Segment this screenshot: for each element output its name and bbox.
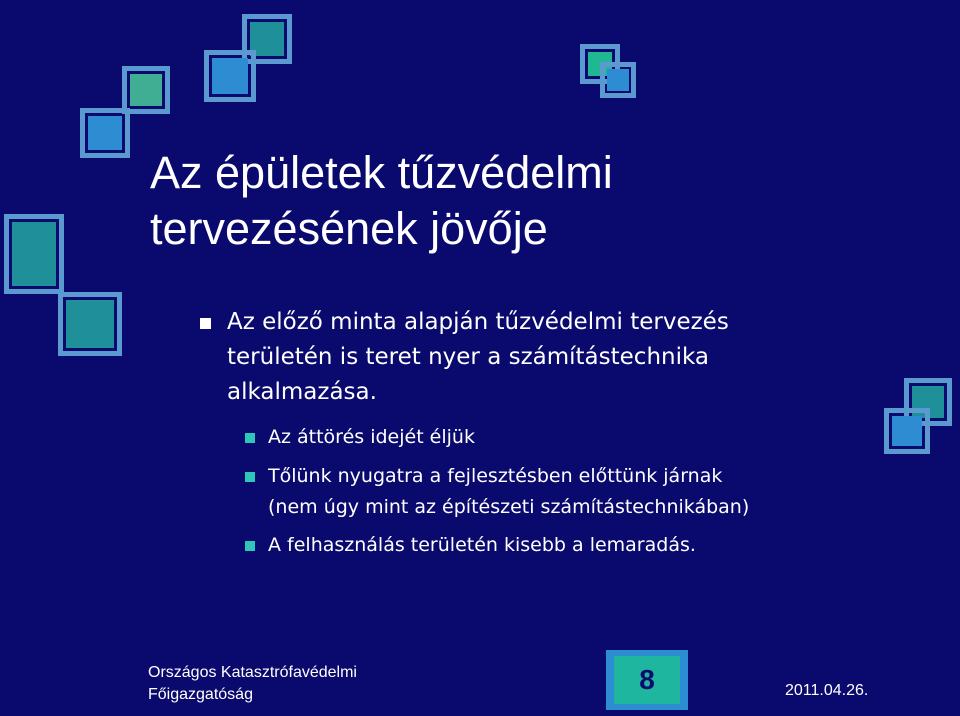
- decor-square: [66, 300, 114, 348]
- decor-square: [212, 58, 248, 94]
- footer-org-line: Főigazgatóság: [148, 686, 253, 703]
- sub-bullet: [245, 422, 885, 453]
- sub-bullet: [245, 461, 885, 523]
- sub-bullet: [245, 530, 885, 561]
- decor-square: [130, 74, 162, 106]
- sub-bullet-line: Tőlünk nyugatra a fejlesztésben előttünk járnak: [268, 465, 723, 487]
- decor-square: [88, 116, 122, 150]
- footer-org-line: Országos Katasztrófavédelmi: [148, 664, 357, 681]
- footer-date: 2011.04.26.: [785, 682, 869, 699]
- square-bullet-icon: [245, 433, 255, 443]
- main-bullet-line: Az előző minta alapján tűzvédelmi tervezés: [227, 309, 729, 335]
- sub-bullet-line: A felhasználás területén kisebb a lemaradás.: [268, 534, 696, 556]
- sub-bullet-line: Az áttörés idejét éljük: [268, 426, 475, 448]
- main-bullet-line: területén is teret nyer a számítástechnika: [227, 344, 710, 370]
- sub-bullet-line: (nem úgy mint az építészeti számítástechnikában): [268, 496, 750, 518]
- square-bullet-icon: [245, 541, 255, 551]
- page-number: 8: [614, 656, 680, 704]
- main-bullet-line: alkalmazása.: [227, 379, 377, 405]
- footer-organization: [148, 662, 357, 706]
- decor-square: [892, 416, 922, 446]
- square-bullet-icon: [200, 318, 211, 329]
- title-line: Az épületek tűzvédelmi: [150, 147, 613, 198]
- page-number-badge: [606, 650, 688, 710]
- slide-title: [150, 145, 613, 257]
- decor-square: [607, 69, 629, 91]
- main-bullet: [200, 305, 840, 410]
- square-bullet-icon: [245, 472, 255, 482]
- title-line: tervezésének jövője: [150, 203, 548, 254]
- decor-square: [12, 222, 56, 286]
